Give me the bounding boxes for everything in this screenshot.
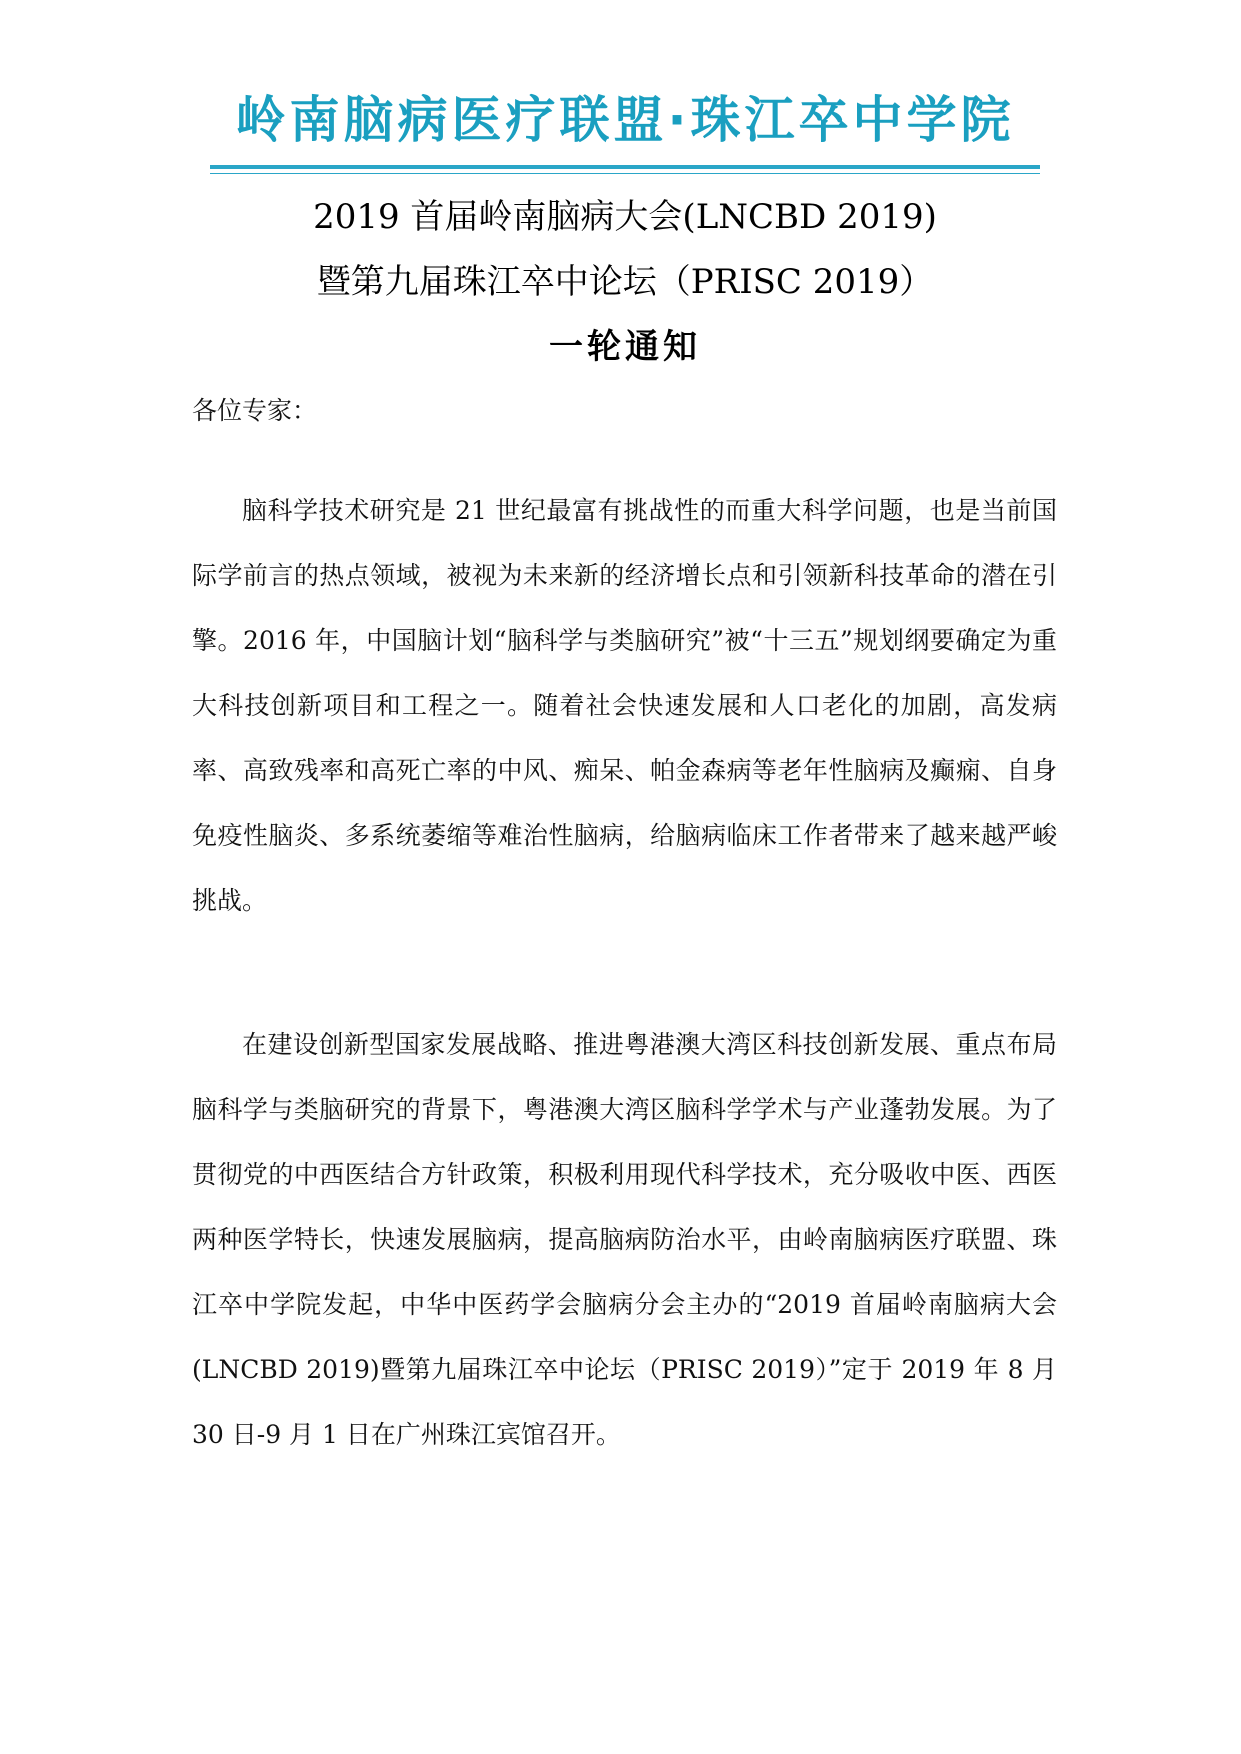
letterhead-rule-thin <box>210 173 1040 174</box>
notice-title-line1: 2019 首届岭南脑病大会(LNCBD 2019) <box>313 197 937 237</box>
letterhead-rule-thick <box>210 165 1040 169</box>
notice-title-line2: 暨第九届珠江卒中论坛（PRISC 2019） <box>316 262 934 302</box>
letterhead-title: 岭南脑病医疗联盟·珠江卒中学院 <box>235 91 1015 149</box>
body-paragraph-2: 在建设创新型国家发展战略、推进粤港澳大湾区科技创新发展、重点布局脑科学与类脑研究的背景下，粤港澳大湾区脑科学学术与产业蓬勃发展。为了贯彻党的中西医结合方针政策，积极利用现代科学技术，充分吸收中医、西医两种医学特长，快速发展脑病，提高脑病防治水平，由岭南脑病医疗联盟、珠江卒中学院发起，中华中医药学会脑病分会主办的“2019 首届岭南脑病大会(LNCBD 2019)暨第九届珠江卒中论坛（PRISC 2019）”定于 2019 年 8 月 30 日-9 月 1 日在广州珠江宾馆召开。 <box>192 1030 1057 1449</box>
body-paragraph-1: 脑科学技术研究是 21 世纪最富有挑战性的而重大科学问题，也是当前国际学前言的热点领域，被视为未来新的经济增长点和引领新科技革命的潜在引擎。2016 年，中国脑计划“脑科学与类脑研究”被“十三五”规划纲要确定为重大科技创新项目和工程之一。随着社会快速发展和人口老化的加剧，高发病率、高致残率和高死亡率的中风、痴呆、帕金森病等老年性脑病及癫痫、自身免疫性脑炎、多系统萎缩等难治性脑病，给脑病临床工作者带来了越来越严峻挑战。 <box>192 496 1057 915</box>
notice-title-line3: 一轮通知 <box>549 327 701 367</box>
salutation: 各位专家： <box>192 396 318 425</box>
